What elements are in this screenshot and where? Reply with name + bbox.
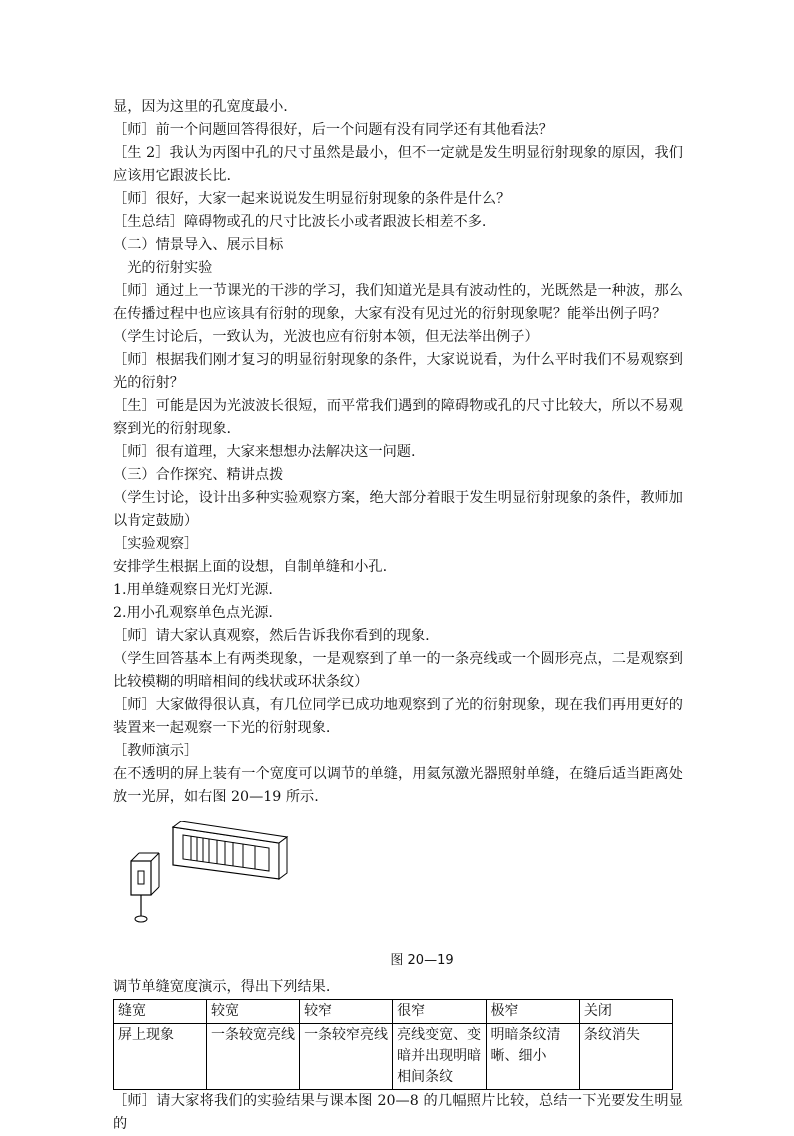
paragraph: ［师］大家做得很认真，有几位同学已成功地观察到了光的衍射现象，现在我们再用更好的装置来一起观察一下光的衍射现象. xyxy=(113,697,683,736)
figure-caption: 图 20—19 xyxy=(390,953,454,968)
diffraction-apparatus-figure xyxy=(113,819,683,947)
table-header-row xyxy=(114,1000,673,1024)
list-item: 1.用单缝观察日光灯光源. xyxy=(113,582,273,598)
table-cell: 缝宽 xyxy=(114,1000,207,1024)
table-intro: 调节单缝宽度演示，得出下列结果. xyxy=(113,979,331,995)
paragraph: ［师］前一个问题回答得很好，后一个问题有没有同学还有其他看法？ xyxy=(113,122,553,138)
table-cell: 明暗条纹清晰、细小 xyxy=(486,1024,579,1090)
paragraph: ［师］通过上一节课光的干涉的学习，我们知道光是具有波动性的，光既然是一种波，那么在传播过程中也应该具有衍射的现象，大家有没有见过光的衍射现象呢？能举出例子吗？ xyxy=(113,283,683,322)
paragraph: ［师］请大家认真观察，然后告诉我你看到的现象. xyxy=(113,628,430,644)
table-cell: 很窄 xyxy=(393,1000,486,1024)
paragraph: （学生讨论后，一致认为，光波也应有衍射本领，但无法举出例子） xyxy=(113,329,539,345)
paragraph: ［师］很好，大家一起来说说发生明显衍射现象的条件是什么？ xyxy=(113,191,511,207)
subheading: 光的衍射实验 xyxy=(113,260,213,276)
paragraph: 安排学生根据上面的设想，自制单缝和小孔. xyxy=(113,559,388,575)
section-heading: （三）合作探究、精讲点拨 xyxy=(113,467,284,483)
table-cell: 一条较窄亮线 xyxy=(300,1024,393,1090)
document-body xyxy=(113,96,683,1136)
closing-line: ［师］请大家将我们的实验结果与课本图 20—8 的几幅照片比较，总结一下光要发生明显的 xyxy=(113,1093,683,1132)
paragraph: ［生总结］障碍物或孔的尺寸比波长小或者跟波长相差不多. xyxy=(113,214,487,230)
results-table xyxy=(113,999,673,1090)
table-cell: 关闭 xyxy=(579,1000,672,1024)
slit-and-screen-illustration xyxy=(129,821,289,945)
table-cell: 较宽 xyxy=(207,1000,300,1024)
paragraph: ［实验观察］ xyxy=(113,536,199,552)
table-cell: 亮线变宽、变暗并出现明暗相间条纹 xyxy=(393,1024,486,1090)
table-cell: 一条较宽亮线 xyxy=(207,1024,300,1090)
paragraph: 在不透明的屏上装有一个宽度可以调节的单缝，用氦氖激光器照射单缝，在缝后适当距离处放一光屏，如右图 20—19 所示. xyxy=(113,766,683,805)
table-cell: 较窄 xyxy=(300,1000,393,1024)
list-item: 2.用小孔观察单色点光源. xyxy=(113,605,273,621)
paragraph: ［生］可能是因为光波波长很短，而平常我们遇到的障碍物或孔的尺寸比较大，所以不易观察到光的衍射现象. xyxy=(113,398,683,437)
paragraph: ［师］根据我们刚才复习的明显衍射现象的条件，大家说说看，为什么平时我们不易观察到光的衍射？ xyxy=(113,352,683,391)
paragraph: ［教师演示］ xyxy=(113,743,199,759)
paragraph: （学生回答基本上有两类现象，一是观察到了单一的一条亮线或一个圆形亮点，二是观察到比较模糊的明暗相间的线状或环状条纹） xyxy=(113,651,683,690)
paragraph: （学生讨论，设计出多种实验观察方案，绝大部分着眼于发生明显衍射现象的条件，教师加以肯定鼓励） xyxy=(113,490,683,529)
table-cell: 极窄 xyxy=(486,1000,579,1024)
paragraph: ［生 2］我认为丙图中孔的尺寸虽然是最小，但不一定就是发生明显衍射现象的原因，我们应该用它跟波长比. xyxy=(113,145,683,184)
paragraph: ［师］很有道理，大家来想想办法解决这一问题. xyxy=(113,444,416,460)
table-row xyxy=(114,1024,673,1090)
paragraph: 显，因为这里的孔宽度最小. xyxy=(113,99,288,115)
table-cell: 条纹消失 xyxy=(579,1024,672,1090)
section-heading: （二）情景导入、展示目标 xyxy=(113,237,284,253)
table-cell: 屏上现象 xyxy=(114,1024,207,1090)
